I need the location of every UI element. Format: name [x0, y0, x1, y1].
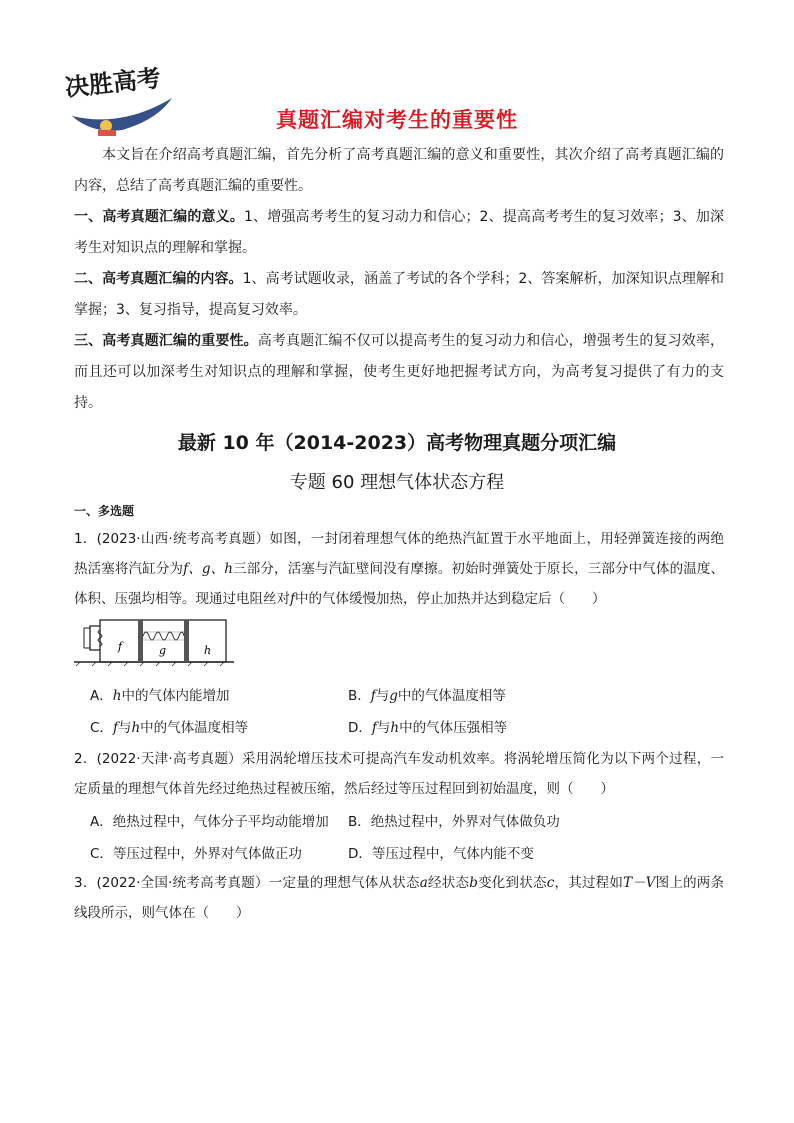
question-2-stem: 2．(2022·天津·高考真题）采用涡轮增压技术可提高汽车发动机效率。将涡轮增压简化为以下两个过程，一定质量的理想气体首先经过绝热过程被压缩，然后经过等压过程回到初始温度，则（ ）: [74, 751, 724, 797]
q1-stem-vars: f、g、h: [183, 561, 233, 577]
q2-option-d: D．等压过程中，气体内能不变: [348, 846, 534, 862]
q1-stem-part1: 1．(2023·山西·统考高考真题）如图，一封闭着理想气体的绝热汽缸置于水平地面上，用轻弹簧连接的两绝热活塞将汽缸分为: [74, 531, 724, 577]
q2-option-b: B．绝热过程中，外界对气体做负功: [348, 814, 560, 830]
section-meaning-text: 1、增强高考考生的复习动力和信心；2、提高高考考生的复习效率；3、加深考生对知识点的理解和掌握。: [74, 209, 724, 256]
q1-stem-part2: 三部分，活塞与汽缸壁间没有摩擦。初始时弹簧处于原长，三部分中气体的温度、体积、压强均相等。现通过电阻丝对: [74, 561, 724, 607]
section-content: [74, 264, 724, 326]
section-importance: [74, 326, 724, 419]
section-label: 一、多选题: [74, 504, 135, 518]
q2-option-a: A．绝热过程中，气体分子平均动能增加: [90, 814, 329, 830]
question-3-stem: 3．(2022·全国·统考高考真题）一定量的理想气体从状态a经状态b变化到状态c，其过程如T－V图上的两条线段所示，则气体在（ ）: [74, 875, 725, 921]
q2-option-c: C．等压过程中，外界对气体做正功: [90, 846, 302, 862]
series-title: 最新 10 年（2014-2023）高考物理真题分项汇编: [177, 432, 617, 454]
logo-text: 决胜高考: [63, 63, 163, 102]
q1-stem-var: f: [290, 591, 295, 607]
section-importance-lead: 三、高考真题汇编的重要性。: [74, 333, 258, 349]
section-importance-text: 高考真题汇编不仅可以提高考生的复习动力和信心，增强考生的复习效率，而且还可以加深考生对知识点的理解和掌握，使考生更好地把握考试方向，为高考复习提供了有力的支持。: [74, 333, 724, 411]
topic-title: 专题 60 理想气体状态方程: [289, 472, 505, 493]
q1-stem-part3: 中的气体缓慢加热，停止加热并达到稳定后（ ）: [295, 591, 606, 607]
section-meaning-lead: 一、高考真题汇编的意义。: [74, 209, 244, 225]
label-f: f: [118, 640, 123, 653]
intro-paragraph: 本文旨在介绍高考真题汇编，首先分析了高考真题汇编的意义和重要性，其次介绍了高考真题汇编的内容，总结了高考真题汇编的重要性。: [74, 147, 724, 194]
q1-option-a: A．h中的气体内能增加: [90, 688, 230, 704]
label-h: h: [204, 644, 212, 657]
header-title: 真题汇编对考生的重要性: [276, 108, 518, 132]
q1-option-c: C．f与h中的气体温度相等: [90, 720, 249, 736]
cylinder-diagram: [74, 618, 234, 666]
section-content-lead: 二、高考真题汇编的内容。: [74, 271, 243, 287]
section-meaning: [74, 202, 724, 264]
label-g: g: [159, 644, 167, 657]
section-content-text: 1、高考试题收录，涵盖了考试的各个学科；2、答案解析，加深知识点理解和掌握；3、复习指导，提高复习效率。: [74, 271, 725, 318]
q1-option-d: D．f与h中的气体压强相等: [348, 720, 508, 736]
q1-option-b: B．f与g中的气体温度相等: [348, 688, 506, 704]
question-1-stem: [74, 524, 724, 614]
